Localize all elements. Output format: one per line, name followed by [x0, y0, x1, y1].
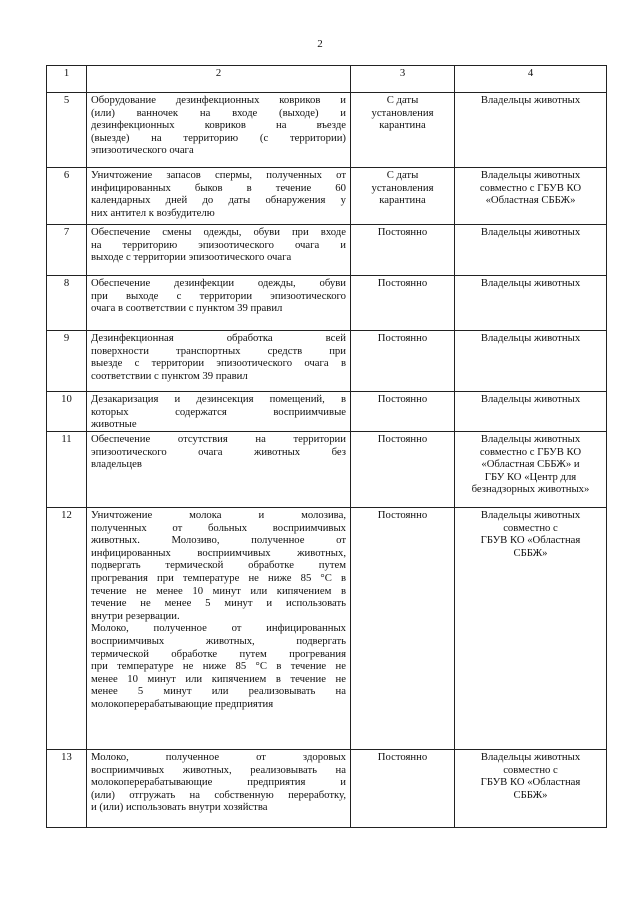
responsible-cell — [455, 276, 607, 331]
responsible-line: СББЖ» — [513, 546, 548, 559]
deadline-line: карантина — [379, 194, 426, 207]
responsible-line: ГБУ КО «Центр для — [484, 470, 577, 483]
description-line: Дезинфекционная обработка всей — [91, 332, 346, 344]
description-line: Дезакаризация и дезинсекция помещений, в — [91, 393, 346, 405]
header-cell: 4 — [455, 66, 607, 93]
row-number-cell: 11 — [47, 432, 87, 508]
responsible-cell — [455, 93, 607, 168]
responsible-line: совместно с — [503, 763, 558, 776]
responsible-line: Владельцы животных — [480, 94, 581, 106]
description-line: течение не менее 5 минут и использовать — [91, 597, 346, 610]
responsible-line: СББЖ» — [513, 788, 548, 801]
row-number-cell: 5 — [47, 93, 87, 168]
description-line: восприимчивых животных, реализовывать на — [91, 763, 346, 776]
responsible-cell — [455, 750, 607, 828]
deadline-line: Постоянно — [377, 433, 428, 445]
deadline-line: карантина — [379, 119, 426, 132]
deadline-line: Постоянно — [377, 332, 428, 344]
table-row — [47, 432, 607, 508]
responsible-line: Владельцы животных — [480, 277, 581, 289]
deadline-cell — [351, 392, 455, 432]
deadline-cell — [351, 508, 455, 750]
measure-description-cell — [87, 276, 351, 331]
description-line: и (или) использовать внутри хозяйства — [91, 801, 268, 814]
responsible-cell — [455, 225, 607, 276]
description-line: дезинфекционных ковриков на въезде — [91, 119, 346, 132]
table-header-row — [47, 66, 607, 93]
row-number-cell: 12 — [47, 508, 87, 750]
measure-description-cell — [87, 168, 351, 225]
description-line: (или) отгружать на собственную переработку, — [91, 788, 346, 801]
deadline-line: установления — [371, 106, 434, 119]
description-line: Уничтожение запасов спермы, полученных от — [91, 169, 346, 181]
table-row — [47, 168, 607, 225]
deadline-line: С даты — [386, 169, 419, 181]
description-line: внутри резервации. — [91, 609, 180, 622]
description-line: Обеспечение смены одежды, обуви при входе — [91, 226, 346, 238]
description-line: течение не менее 10 минут или кипячением в — [91, 584, 346, 597]
table-row — [47, 392, 607, 432]
responsible-line: Владельцы животных — [480, 433, 581, 445]
description-line: календарных дней до даты обнаружения у — [91, 194, 346, 207]
responsible-cell — [455, 392, 607, 432]
description-line: очага в соответствии с пунктом 39 правил — [91, 302, 283, 315]
header-cell: 1 — [47, 66, 87, 93]
deadline-line: установления — [371, 181, 434, 194]
description-line: восприимчивых животных, подвергать — [91, 634, 346, 647]
responsible-line: «Областная СББЖ» и — [481, 458, 580, 471]
description-line: животные — [91, 418, 137, 431]
description-line: молокоперерабатывающие предприятия — [91, 697, 274, 710]
description-line: Молоко, полученное от инфицированных — [91, 622, 346, 635]
description-line: на территорию эпизоотического очага и — [91, 238, 346, 251]
description-line: подвергать термической обработке путем — [91, 559, 346, 572]
page-number: 2 — [317, 38, 323, 50]
deadline-cell — [351, 93, 455, 168]
measures-table — [46, 65, 607, 828]
measure-description-cell — [87, 750, 351, 828]
responsible-line: Владельцы животных — [480, 169, 581, 181]
description-line: выходе с территории эпизоотического очага — [91, 251, 292, 264]
description-line: инфицированных быков в течение 60 — [91, 181, 346, 194]
responsible-line: «Областная СББЖ» — [485, 194, 576, 207]
description-line: владельцев — [91, 458, 142, 471]
measure-description-cell — [87, 392, 351, 432]
table-row — [47, 331, 607, 392]
description-line: молокоперерабатывающие предприятия и — [91, 776, 346, 789]
measure-description-cell — [87, 508, 351, 750]
measure-description-cell — [87, 331, 351, 392]
responsible-cell — [455, 432, 607, 508]
table-row — [47, 508, 607, 750]
responsible-line: безнадзорных животных» — [471, 483, 590, 496]
row-number-cell: 10 — [47, 392, 87, 432]
description-line: (или) ванночек на входе (выходе) и — [91, 106, 346, 119]
responsible-line: ГБУВ КО «Областная — [480, 776, 581, 789]
responsible-line: ГБУВ КО «Областная — [480, 534, 581, 547]
responsible-cell — [455, 168, 607, 225]
row-number-cell: 9 — [47, 331, 87, 392]
deadline-cell — [351, 225, 455, 276]
description-line: при температуре не ниже 85 °С в течение не — [91, 660, 346, 673]
deadline-cell — [351, 276, 455, 331]
description-line: животных. Молозиво, полученное от — [91, 534, 346, 547]
description-line: поверхности транспортных средств при — [91, 344, 346, 357]
responsible-line: Владельцы животных — [480, 226, 581, 238]
responsible-line: совместно с ГБУВ КО — [479, 445, 582, 458]
deadline-line: Постоянно — [377, 751, 428, 763]
deadline-line: Постоянно — [377, 393, 428, 405]
description-line: которых содержатся восприимчивые — [91, 405, 346, 418]
responsible-line: Владельцы животных — [480, 509, 581, 521]
description-line: Оборудование дезинфекционных ковриков и — [91, 94, 346, 106]
row-number-cell: 7 — [47, 225, 87, 276]
measure-description-cell — [87, 432, 351, 508]
description-line: Обеспечение отсутствия на территории — [91, 433, 346, 445]
measure-description-cell — [87, 93, 351, 168]
description-line: Уничтожение молока и молозива, — [91, 509, 346, 521]
responsible-line: совместно с ГБУВ КО — [479, 181, 582, 194]
description-line: (выезде) на территорию (с территории) — [91, 131, 346, 144]
row-number-cell: 13 — [47, 750, 87, 828]
description-line: эпизоотического очага животных без — [91, 445, 346, 458]
description-line: полученных от больных восприимчивых — [91, 521, 346, 534]
description-line: термической обработке путем прогревания — [91, 647, 346, 660]
responsible-line: совместно с — [503, 521, 558, 534]
header-cell: 3 — [351, 66, 455, 93]
description-line: менее 10 минут или кипячением в течение не — [91, 672, 346, 685]
deadline-line: Постоянно — [377, 509, 428, 521]
responsible-line: Владельцы животных — [480, 751, 581, 763]
table-row — [47, 276, 607, 331]
description-line: Обеспечение дезинфекции одежды, обуви — [91, 277, 346, 289]
deadline-line: Постоянно — [377, 226, 428, 238]
table-row — [47, 750, 607, 828]
row-number-cell: 8 — [47, 276, 87, 331]
description-line: соответствии с пунктом 39 правил — [91, 369, 248, 382]
header-cell: 2 — [87, 66, 351, 93]
deadline-cell — [351, 331, 455, 392]
responsible-cell — [455, 331, 607, 392]
deadline-cell — [351, 750, 455, 828]
deadline-line: Постоянно — [377, 277, 428, 289]
description-line: при выходе с территории эпизоотического — [91, 289, 346, 302]
description-line: прогревания при температуре не ниже 85 °С в — [91, 571, 346, 584]
deadline-cell — [351, 168, 455, 225]
description-line: Молоко, полученное от здоровых — [91, 751, 346, 763]
deadline-line: С даты — [386, 94, 419, 106]
description-line: инфицированных восприимчивых животных, — [91, 546, 346, 559]
responsible-line: Владельцы животных — [480, 332, 581, 344]
deadline-cell — [351, 432, 455, 508]
responsible-line: Владельцы животных — [480, 393, 581, 405]
description-line: эпизоотического очага — [91, 144, 194, 157]
row-number-cell: 6 — [47, 168, 87, 225]
description-line: них антител к возбудителю — [91, 206, 215, 219]
measure-description-cell — [87, 225, 351, 276]
table-row — [47, 225, 607, 276]
responsible-cell — [455, 508, 607, 750]
table-row — [47, 93, 607, 168]
description-line: выезде с территории эпизоотического очага в — [91, 357, 346, 370]
table-body — [47, 93, 607, 828]
description-line: менее 5 минут или реализовывать на — [91, 685, 346, 698]
